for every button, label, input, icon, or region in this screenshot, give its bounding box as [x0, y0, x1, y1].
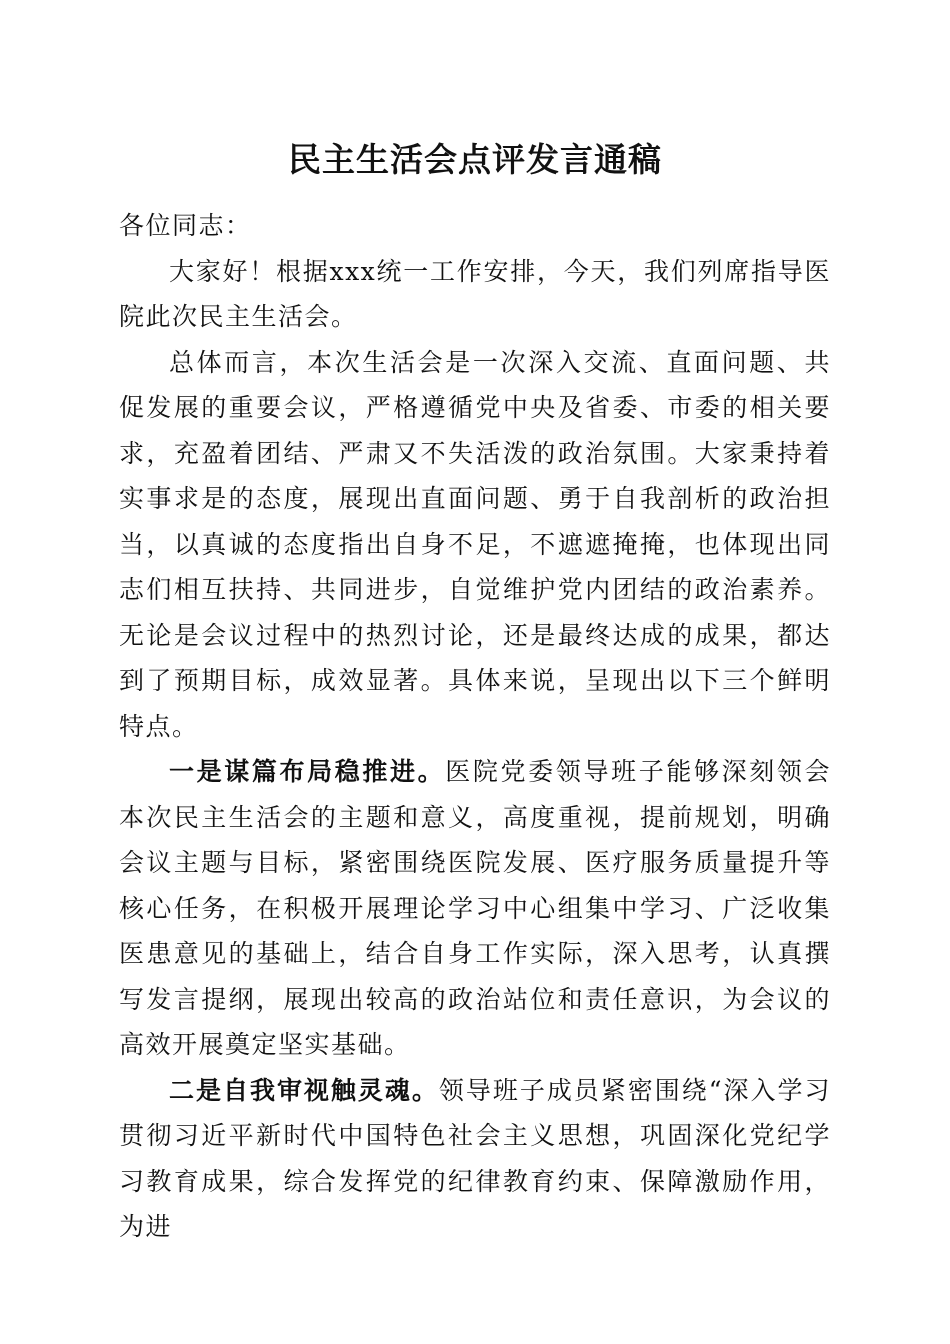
paragraph-point-two [119, 1068, 831, 1250]
paragraph-text: 总体而言，本次生活会是一次深入交流、直面问题、共促发展的重要会议，严格遵循党中央及省委、市委的相关要求，充盈着团结、严肃又不失活泼的政治氛围。大家秉持着实事求是的态度，展现出直面问题、勇于自我剖析的政治担当，以真诚的态度指出自身不足，不遮遮掩掩，也体现出同志们相互扶持、共同进步，自觉维护党内团结的政治素养。无论是会议过程中的热烈讨论，还是最终达成的成果，都达到了预期目标，成效显著。具体来说，呈现出以下三个鲜明特点。 [119, 347, 831, 741]
salutation: 各位同志： [119, 211, 252, 240]
document-title: 民主生活会点评发言通稿 [288, 140, 662, 179]
paragraph-lead: 一是谋篇布局稳推进。 [169, 757, 446, 786]
paragraph-lead: 二是自我审视触灵魂。 [169, 1075, 439, 1105]
paragraph-text: 大家好！根据xxx统一工作安排，今天，我们列席指导医院此次民主生活会。 [119, 256, 831, 331]
paragraph-text: 领导班子成员紧密围绕“深入学习贯彻习近平新时代中国特色社会主义思想，巩固深化党纪学习教育成果，综合发挥党的纪律教育约束、保障激励作用，为进 [119, 1075, 831, 1241]
paragraph-text: 医院党委领导班子能够深刻领会本次民主生活会的主题和意义，高度重视，提前规划，明确会议主题与目标，紧密围绕医院发展、医疗服务质量提升等核心任务，在积极开展理论学习中心组集中学习、广泛收集医患意见的基础上，结合自身工作实际，深入思考，认真撰写发言提纲，展现出较高的政治站位和责任意识，为会议的高效开展奠定坚实基础。 [119, 757, 831, 1059]
paragraph-overview [119, 340, 831, 750]
paragraph-greeting [119, 249, 831, 340]
document-body [119, 203, 831, 1250]
paragraph-point-one [119, 749, 831, 1068]
